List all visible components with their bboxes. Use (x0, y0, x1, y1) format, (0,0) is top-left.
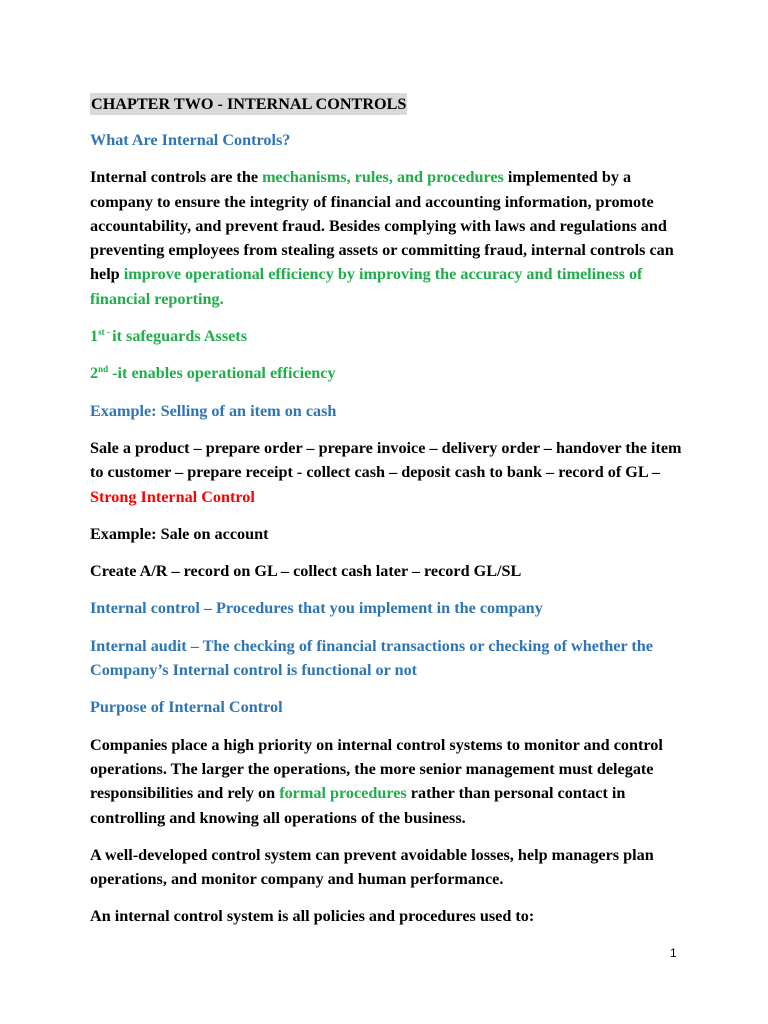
what-heading: What Are Internal Controls? (90, 131, 291, 149)
page-content (90, 92, 690, 942)
first-point (90, 324, 690, 348)
second-number: 2 (90, 364, 99, 383)
purpose-heading: Purpose of Internal Control (90, 698, 283, 717)
first-sup: st - (98, 327, 113, 338)
system-definition: An internal control system is all policies and procedures used to: (90, 907, 535, 926)
purpose-text-2: rather than personal contact in controlling and knowing all operations of the business. (90, 784, 626, 827)
example-cash-heading: Example: Selling of an item on cash (90, 401, 337, 420)
strong-control-label: Strong Internal Control (90, 487, 255, 506)
well-developed-paragraph: A well-developed control system can prevent avoidable losses, help managers plan operations, and monitor company and human performance. (90, 845, 654, 889)
second-text: -it enables operational efficiency (108, 364, 336, 383)
intro-text-2: implemented by a company to ensure the integrity of financial and accounting information, promote accountability, and prevent fraud. Besides complying with laws and regulations and preventing employees from stealing assets or committing fraud, internal controls can help (90, 168, 674, 284)
purpose-text-1: Companies place a high priority on internal control systems to monitor and control operations. The larger the operations, the more senior management must delegate responsibilities and rely on (90, 735, 663, 803)
page-number: 1 (670, 946, 677, 960)
intro-paragraph (90, 165, 690, 311)
first-text: it safeguards Assets (112, 327, 247, 346)
account-steps: Create A/R – record on GL – collect cash later – record GL/SL (90, 562, 522, 581)
internal-audit-definition: Internal audit – The checking of financial transactions or checking of whether the Company’s Internal control is functional or not (90, 636, 653, 680)
intro-highlight-1: mechanisms, rules, and procedures (262, 168, 504, 187)
first-number: 1 (90, 327, 99, 346)
intro-text-1: Internal controls are the (90, 168, 263, 187)
internal-control-definition: Internal control – Procedures that you implement in the company (90, 599, 543, 618)
purpose-paragraph (90, 733, 690, 830)
second-sup: nd (98, 364, 109, 375)
chapter-title: CHAPTER TWO - INTERNAL CONTROLS (91, 95, 407, 113)
intro-highlight-2: improve operational efficiency by improving the accuracy and timeliness of financial reporting. (90, 265, 643, 308)
example-account-heading: Example: Sale on account (90, 524, 269, 543)
cash-steps-paragraph (90, 436, 690, 509)
purpose-highlight: formal procedures (279, 784, 407, 803)
second-point (90, 361, 690, 385)
cash-steps: Sale a product – prepare order – prepare invoice – delivery order – handover the item to customer – prepare receipt - collect cash – deposit cash to bank – record of GL – (90, 438, 682, 482)
